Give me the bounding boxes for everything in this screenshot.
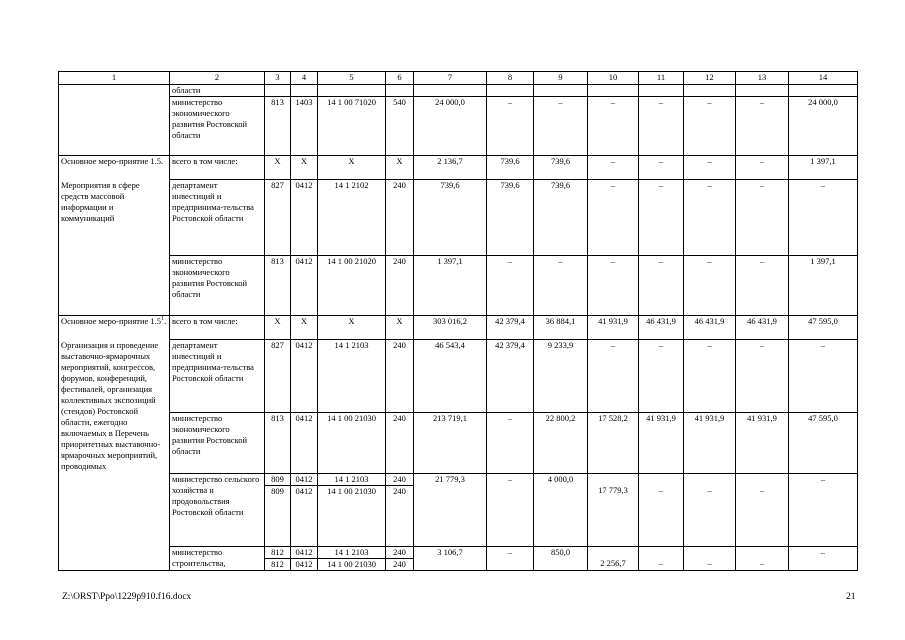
executor-cell: министерство экономического развития Ростовской области (170, 97, 265, 156)
header-row (59, 72, 858, 85)
value-cell: 46 431,9 (639, 316, 684, 340)
value-cell: 4 000,0 (534, 474, 588, 547)
measure-description: Мероприятия в сфере средств массовой информации и коммуникаций (59, 180, 170, 316)
value-cell: – (789, 180, 858, 256)
executor-cell: министерство экономического развития Ростовской области (170, 413, 265, 474)
executor-cell: всего в том числе: (170, 156, 265, 180)
value-cell: 47 595,0 (789, 413, 858, 474)
table-row (59, 156, 858, 180)
vr-cell: 240 (386, 413, 414, 474)
value-cell: – (639, 97, 684, 156)
value-cell: 1 397,1 (789, 156, 858, 180)
value-cell: 22 800,2 (534, 413, 588, 474)
value-cell: 47 595,0 (789, 316, 858, 340)
header-cell: 10 (588, 72, 639, 85)
value-cell: – (736, 97, 789, 156)
vr-cell: 540 (386, 97, 414, 156)
value-cell: 36 884,1 (534, 316, 588, 340)
table-row (59, 474, 858, 547)
value-cell: 41 931,9 (588, 316, 639, 340)
value-cell: 9 233,9 (534, 340, 588, 413)
value-cell: 2 136,7 (414, 156, 487, 180)
value-cell: – (588, 256, 639, 316)
rzpr-cell: 0412 (291, 180, 318, 256)
grbs-cell: X (265, 316, 291, 340)
rzpr-cell: X (291, 316, 318, 340)
table-row (59, 340, 858, 413)
grbs-cell: 827 (265, 180, 291, 256)
value-cell: 41 931,9 (684, 413, 736, 474)
vr-cell: 240 (386, 180, 414, 256)
value-cell: – (588, 156, 639, 180)
header-cell: 12 (684, 72, 736, 85)
page-number: 21 (846, 592, 856, 602)
value-cell: – (487, 97, 534, 156)
value-cell: – (736, 256, 789, 316)
value-cell: – (588, 97, 639, 156)
grbs-cell: 813 (265, 413, 291, 474)
vr-cell: 240 (386, 340, 414, 413)
header-cell: 8 (487, 72, 534, 85)
value-cell: 1 397,1 (414, 256, 487, 316)
csr-cell: 14 1 00 21020 (318, 256, 386, 316)
value-cell: 739,6 (487, 156, 534, 180)
header-cell: 9 (534, 72, 588, 85)
measure-title: Основное меро-приятие $1.5^1$. (59, 316, 170, 340)
header-cell: 13 (736, 72, 789, 85)
value-cell: – (684, 474, 736, 547)
value-cell: 41 931,9 (639, 413, 684, 474)
executor-cell: департамент инвестиций и предпринима-тельства Ростовской области (170, 180, 265, 256)
value-cell: – (487, 547, 534, 571)
value-cell: 17 528,2 (588, 413, 639, 474)
value-cell: – (684, 256, 736, 316)
grbs-cell: X (265, 156, 291, 180)
value-cell: 3 106,7 (414, 547, 487, 571)
rzpr-cell: 0412 (291, 340, 318, 413)
value-cell: – (789, 340, 858, 413)
grbs-cell: 813 (265, 97, 291, 156)
value-cell: – (684, 97, 736, 156)
csr-cell: X (318, 156, 386, 180)
value-cell: 42 379,4 (487, 316, 534, 340)
value-cell: – (684, 180, 736, 256)
csr-cell: 14 1 00 21030 (318, 413, 386, 474)
header-cell: 14 (789, 72, 858, 85)
grbs-cell: 809 809 (265, 474, 291, 547)
csr-cell: 14 1 2103 (318, 340, 386, 413)
value-cell: – (639, 474, 684, 547)
value-cell: – (534, 97, 588, 156)
rzpr-cell: 0412 0412 (291, 474, 318, 547)
csr-cell: 14 1 2103 14 1 00 21030 (318, 547, 386, 571)
table-row (59, 85, 858, 97)
executor-cell: министерство строительства, (170, 547, 265, 571)
value-cell: – (534, 256, 588, 316)
table-row (59, 97, 858, 156)
rzpr-cell: 0412 (291, 256, 318, 316)
value-cell: 46 543,4 (414, 340, 487, 413)
header-cell: 7 (414, 72, 487, 85)
value-cell: 739,6 (414, 180, 487, 256)
measure-description: Организация и проведение выставочно-ярмарочных мероприятий, конгрессов, форумов, конференций, фестивалей, организация коллективных экспозиций (стендов) Ростовской области, ежегодно включаемых в Перечень приоритетных выставочно-ярмарочных мероприятий, проводимых (59, 340, 170, 571)
header-cell: 6 (386, 72, 414, 85)
rzpr-cell: 0412 0412 (291, 547, 318, 571)
value-cell: – (639, 256, 684, 316)
csr-cell: X (318, 316, 386, 340)
vr-cell: 240 240 (386, 547, 414, 571)
value-cell: – (684, 340, 736, 413)
value-cell: 739,6 (534, 180, 588, 256)
table-row (59, 256, 858, 316)
budget-table (58, 71, 858, 571)
table-row (59, 316, 858, 340)
value-cell: – (789, 474, 858, 547)
value-cell: – (736, 474, 789, 547)
table-row (59, 180, 858, 256)
value-cell: 739,6 (534, 156, 588, 180)
value-cell: 24 000,0 (414, 97, 487, 156)
value-cell: 21 779,3 (414, 474, 487, 547)
executor-cell: министерство экономического развития Ростовской области (170, 256, 265, 316)
executor-cell: области (170, 85, 265, 97)
value-cell: – (487, 474, 534, 547)
value-cell: 303 016,2 (414, 316, 487, 340)
value-cell: – (789, 547, 858, 571)
value-cell: 739,6 (487, 180, 534, 256)
value-cell: – (487, 256, 534, 316)
header-cell: 2 (170, 72, 265, 85)
vr-cell: X (386, 156, 414, 180)
measure-title: Основное меро-приятие 1.5. (59, 156, 170, 180)
value-cell: 1 397,1 (789, 256, 858, 316)
value-cell: – (639, 156, 684, 180)
value-cell: – (639, 340, 684, 413)
value-cell: 17 779,3 (588, 474, 639, 547)
footer-file-path: Z:\ORST\Ppo\1229p910.f16.docx (62, 592, 192, 602)
vr-cell: 240 240 (386, 474, 414, 547)
value-cell: – (684, 156, 736, 180)
value-cell: 850,0 (534, 547, 588, 571)
value-cell: 24 000,0 (789, 97, 858, 156)
value-cell: – (684, 547, 736, 571)
value-cell: – (588, 340, 639, 413)
header-cell: 11 (639, 72, 684, 85)
value-cell: – (736, 180, 789, 256)
value-cell: – (736, 156, 789, 180)
csr-cell: 14 1 2103 14 1 00 21030 (318, 474, 386, 547)
value-cell: – (736, 547, 789, 571)
rzpr-cell: 1403 (291, 97, 318, 156)
value-cell: – (588, 180, 639, 256)
csr-cell: 14 1 2102 (318, 180, 386, 256)
executor-cell: министерство сельского хозяйства и продовольствия Ростовской области (170, 474, 265, 547)
value-cell: – (736, 340, 789, 413)
grbs-cell: 812 812 (265, 547, 291, 571)
csr-cell: 14 1 00 71020 (318, 97, 386, 156)
vr-cell: 240 (386, 256, 414, 316)
table-row (59, 413, 858, 474)
table-row (59, 547, 858, 571)
header-cell: 5 (318, 72, 386, 85)
value-cell: – (487, 413, 534, 474)
value-cell: 41 931,9 (736, 413, 789, 474)
executor-cell: всего в том числе: (170, 316, 265, 340)
rzpr-cell: 0412 (291, 413, 318, 474)
value-cell: 213 719,1 (414, 413, 487, 474)
value-cell: – (639, 180, 684, 256)
vr-cell: X (386, 316, 414, 340)
value-cell: 42 379,4 (487, 340, 534, 413)
executor-cell: департамент инвестиций и предпринима-тельства Ростовской области (170, 340, 265, 413)
header-cell: 1 (59, 72, 170, 85)
grbs-cell: 813 (265, 256, 291, 316)
grbs-cell: 827 (265, 340, 291, 413)
value-cell: 46 431,9 (736, 316, 789, 340)
value-cell: 46 431,9 (684, 316, 736, 340)
rzpr-cell: X (291, 156, 318, 180)
header-cell: 3 (265, 72, 291, 85)
header-cell: 4 (291, 72, 318, 85)
value-cell: – (639, 547, 684, 571)
value-cell: 2 256,7 (588, 547, 639, 571)
